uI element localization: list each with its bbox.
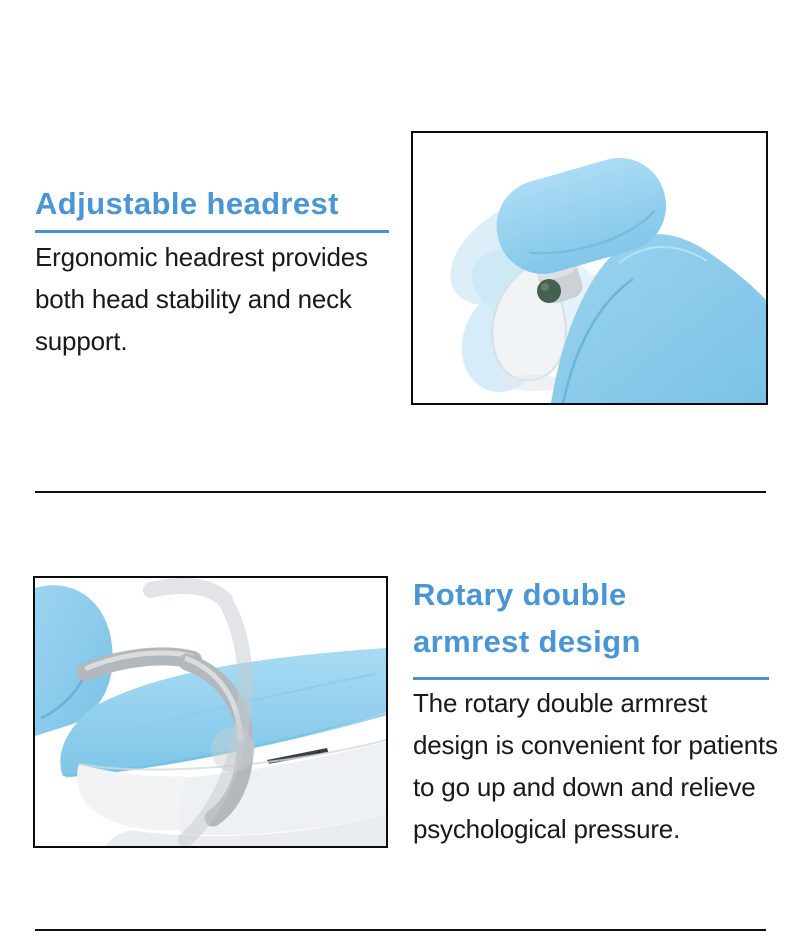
headrest-illustration <box>413 133 766 403</box>
headrest-photo <box>411 131 768 405</box>
title-line: Rotary double <box>413 577 627 612</box>
headrest-title-underline <box>35 230 389 233</box>
description-line: The rotary double armrest <box>413 688 708 718</box>
armrest-title-underline <box>413 677 769 680</box>
headrest-section-description <box>35 236 405 362</box>
bottom-divider <box>35 929 766 931</box>
armrest-illustration <box>35 578 386 846</box>
armrest-section-title <box>413 571 641 665</box>
headrest-section-title: Adjustable headrest <box>35 186 339 221</box>
title-line: armrest design <box>413 624 641 659</box>
description-line: design is convenient for patients <box>413 730 778 760</box>
armrest-section-description <box>413 682 798 850</box>
description-line: psychological pressure. <box>413 814 681 844</box>
description-line: support. <box>35 326 128 356</box>
description-line: both head stability and neck <box>35 284 352 314</box>
description-line: to go up and down and relieve <box>413 772 756 802</box>
armrest-photo <box>33 576 388 848</box>
section-divider <box>35 491 766 493</box>
description-line: Ergonomic headrest provides <box>35 242 368 272</box>
